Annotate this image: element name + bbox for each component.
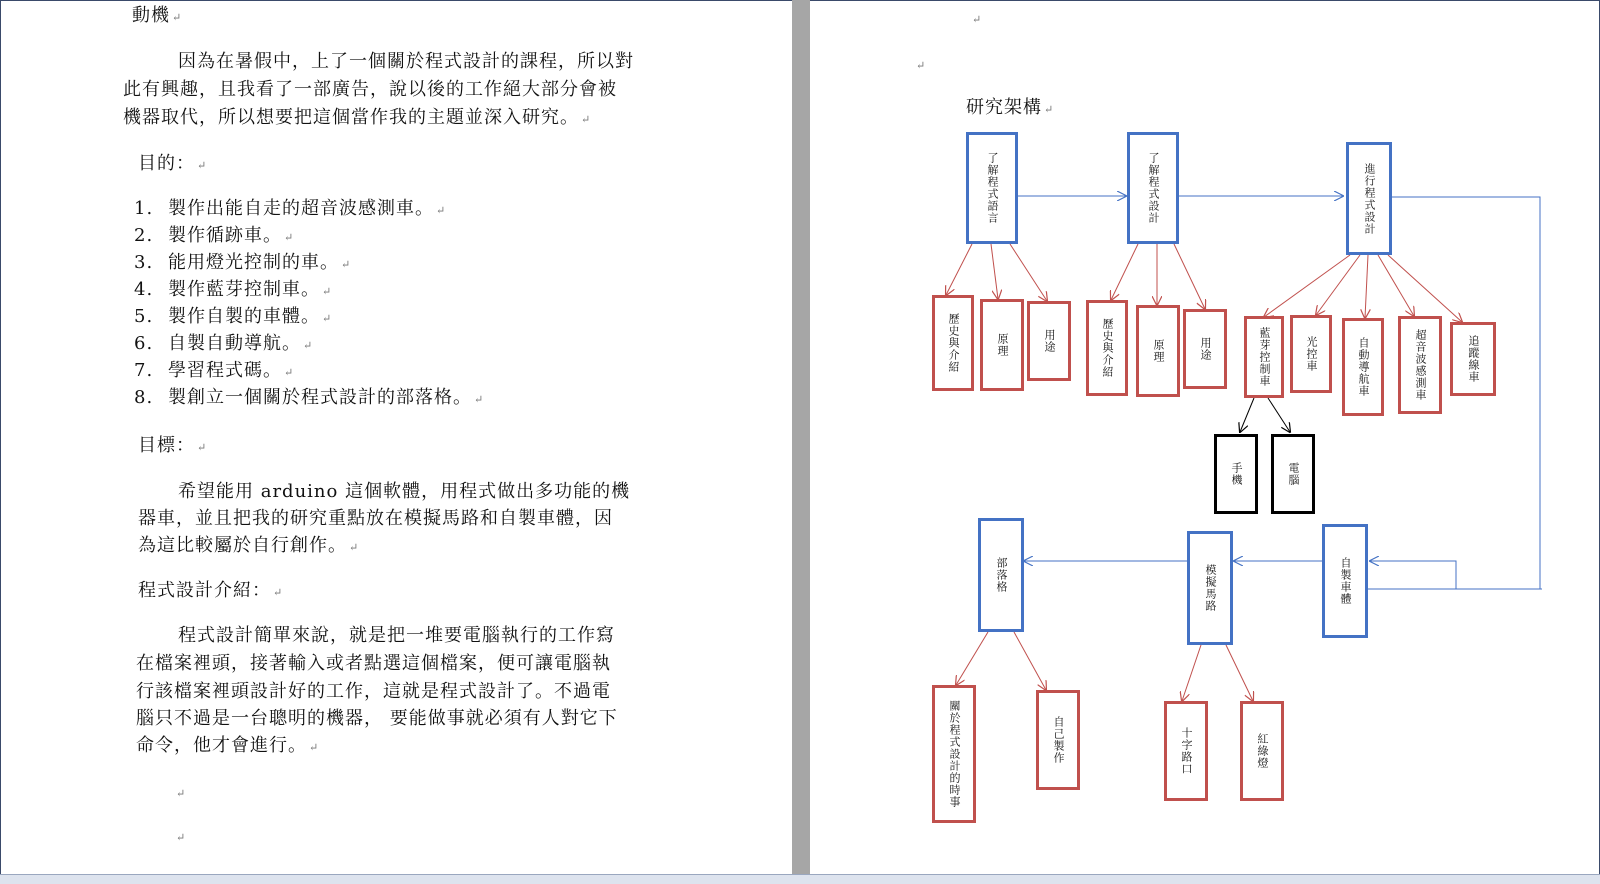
list-text: 製作藍芽控制車。 (168, 279, 320, 300)
paragraph-mark: ↵ (284, 366, 295, 379)
box-bluetooth-car (1244, 316, 1284, 398)
list-text: 學習程式碼。 (168, 360, 282, 381)
list-number: 2. (134, 225, 154, 246)
branch-arrow (1174, 244, 1205, 309)
purpose-heading (138, 150, 207, 180)
goal-line-3 (138, 532, 359, 562)
paragraph-mark: ↵ (322, 285, 333, 298)
branch-arrow (1111, 244, 1138, 300)
branch-arrow (1240, 398, 1254, 432)
list-item (134, 195, 446, 224)
intro-line-5-text: 命令，他才會進行。 (136, 735, 307, 756)
box-label: 了解程式語言 (986, 152, 999, 224)
left-page (2, 2, 792, 878)
list-text: 製作自製的車體。 (168, 306, 320, 327)
box-label: 關於程式設計的時事 (948, 700, 961, 808)
list-text: 製創立一個關於程式設計的部落格。 (168, 387, 472, 408)
box-understand-design (1127, 132, 1179, 244)
paragraph-mark: ↵ (341, 258, 352, 271)
branch-arrow (1388, 255, 1462, 322)
empty-paragraph (174, 778, 186, 808)
paragraph-mark: ↵ (172, 11, 183, 24)
list-item (134, 330, 313, 359)
box-principle-2 (1136, 305, 1180, 397)
box-label: 用途 (1199, 337, 1212, 361)
box-programming-news (932, 685, 976, 823)
box-label: 原理 (996, 333, 1009, 357)
intro-line-2: 在檔案裡頭，接著輸入或者點選這個檔案，便可讓電腦執 (136, 653, 611, 674)
empty-paragraph (174, 822, 186, 852)
paragraph-mark: ↵ (916, 59, 927, 72)
box-label: 紅綠燈 (1256, 733, 1269, 769)
motivation-line-3 (123, 104, 591, 134)
flow-arrow (1370, 561, 1542, 589)
chart-title: 研究架構 (966, 97, 1042, 118)
box-do-design (1346, 142, 1392, 255)
list-item (134, 222, 294, 251)
motivation-heading (132, 2, 182, 32)
motivation-line-3-text: 機器取代，所以想要把這個當作我的主題並深入研究。 (123, 107, 579, 128)
box-label: 自己製作 (1052, 716, 1065, 764)
branch-arrow (1365, 255, 1368, 318)
branch-arrow (1268, 398, 1290, 432)
list-text: 製作出能自走的超音波感測車。 (168, 198, 434, 219)
box-label: 超音波感測車 (1414, 329, 1427, 401)
box-phone (1214, 434, 1258, 514)
paragraph-mark: ↵ (972, 13, 983, 26)
box-tracking-car (1450, 322, 1496, 396)
box-label: 歷史與介紹 (1101, 318, 1114, 378)
box-label: 自製車體 (1339, 557, 1352, 605)
list-number: 6. (134, 333, 154, 354)
intro-line-5 (136, 732, 319, 762)
box-label: 歷史與介紹 (947, 313, 960, 373)
list-number: 7. (134, 360, 154, 381)
paragraph-mark: ↵ (176, 787, 187, 800)
box-usage-2 (1183, 309, 1227, 389)
goal-line-3-text: 為這比較屬於自行創作。 (138, 535, 347, 556)
paragraph-mark: ↵ (176, 831, 187, 844)
box-history-intro-1 (932, 295, 974, 391)
intro-line-1: 程式設計簡單來說，就是把一堆要電腦執行的工作寫 (178, 625, 615, 646)
paragraph-mark: ↵ (322, 312, 333, 325)
list-text: 能用燈光控制的車。 (168, 252, 339, 273)
branch-arrow (956, 632, 988, 685)
list-item (134, 249, 351, 278)
list-number: 3. (134, 252, 154, 273)
list-text: 自製自動導航。 (168, 333, 301, 354)
box-history-intro-2 (1086, 300, 1128, 396)
purpose-title: 目的： (138, 153, 195, 174)
box-simulated-road (1187, 531, 1233, 645)
box-label: 光控車 (1305, 336, 1318, 372)
box-label: 用途 (1043, 329, 1056, 353)
box-auto-nav-car (1342, 318, 1384, 416)
list-number: 1. (134, 198, 154, 219)
intro-heading (138, 577, 283, 607)
paragraph-mark: ↵ (581, 113, 592, 126)
motivation-title: 動機 (132, 5, 170, 26)
list-number: 5. (134, 306, 154, 327)
motivation-line-2: 此有興趣，且我看了一部廣告，說以後的工作絕大部分會被 (123, 79, 617, 100)
list-item (134, 357, 294, 386)
list-item (134, 384, 484, 413)
box-self-made (1036, 690, 1080, 790)
list-text: 製作循跡車。 (168, 225, 282, 246)
goal-line-2: 器車，並且把我的研究重點放在模擬馬路和自製車體，因 (138, 508, 613, 529)
goal-title: 目標： (138, 435, 195, 456)
box-principle-1 (980, 299, 1024, 391)
goal-line-1: 希望能用 arduino 這個軟體，用程式做出多功能的機 (178, 481, 631, 502)
branch-arrow (1182, 645, 1201, 701)
paragraph-mark: ↵ (474, 393, 485, 406)
box-label: 自動導航車 (1357, 337, 1370, 397)
paragraph-mark: ↵ (436, 204, 447, 217)
box-label: 部落格 (995, 557, 1008, 593)
box-ultrasonic-car (1398, 316, 1442, 414)
box-traffic-light (1240, 701, 1284, 801)
box-label: 進行程式設計 (1363, 162, 1376, 235)
intro-title: 程式設計介紹： (138, 580, 271, 601)
paragraph-mark: ↵ (349, 541, 360, 554)
box-label: 藍芽控制車 (1258, 327, 1271, 387)
box-label: 追蹤線車 (1467, 335, 1480, 383)
box-label: 模擬馬路 (1204, 564, 1217, 612)
box-understand-language (966, 132, 1018, 244)
goal-heading (138, 432, 207, 462)
box-label: 十字路口 (1180, 727, 1193, 775)
box-intersection (1164, 701, 1208, 801)
intro-line-3: 行該檔案裡頭設計好的工作，這就是程式設計了。不過電 (136, 681, 611, 702)
paragraph-mark: ↵ (284, 231, 295, 244)
list-number: 4. (134, 279, 154, 300)
paragraph-mark: ↵ (273, 586, 284, 599)
box-label: 手機 (1230, 462, 1243, 486)
paragraph-mark: ↵ (309, 741, 320, 754)
list-item (134, 303, 332, 332)
paragraph-mark: ↵ (197, 441, 208, 454)
list-number: 8. (134, 387, 154, 408)
branch-arrow (1014, 632, 1046, 690)
intro-line-4: 腦只不過是一台聰明的機器， 要能做事就必須有人對它下 (136, 708, 618, 729)
right-page (810, 2, 1596, 878)
box-light-car (1290, 315, 1332, 393)
box-label: 了解程式設計 (1147, 152, 1160, 224)
paragraph-mark: ↵ (197, 159, 208, 172)
paragraph-mark: ↵ (303, 339, 314, 352)
branch-arrow (1226, 645, 1253, 701)
branch-arrow (946, 244, 972, 295)
box-computer (1271, 434, 1315, 514)
box-blog (978, 518, 1024, 632)
motivation-line-1: 因為在暑假中，上了一個關於程式設計的課程，所以對 (178, 51, 634, 72)
box-label: 原理 (1152, 339, 1165, 363)
box-car-body (1322, 524, 1368, 638)
list-item (134, 276, 332, 305)
branch-arrow (1378, 255, 1414, 316)
box-label: 電腦 (1287, 462, 1300, 486)
branch-arrow (991, 244, 998, 299)
paragraph-mark: ↵ (1044, 103, 1055, 116)
page-gutter (792, 0, 810, 883)
branch-arrow (1010, 244, 1047, 301)
box-usage-1 (1027, 301, 1071, 381)
